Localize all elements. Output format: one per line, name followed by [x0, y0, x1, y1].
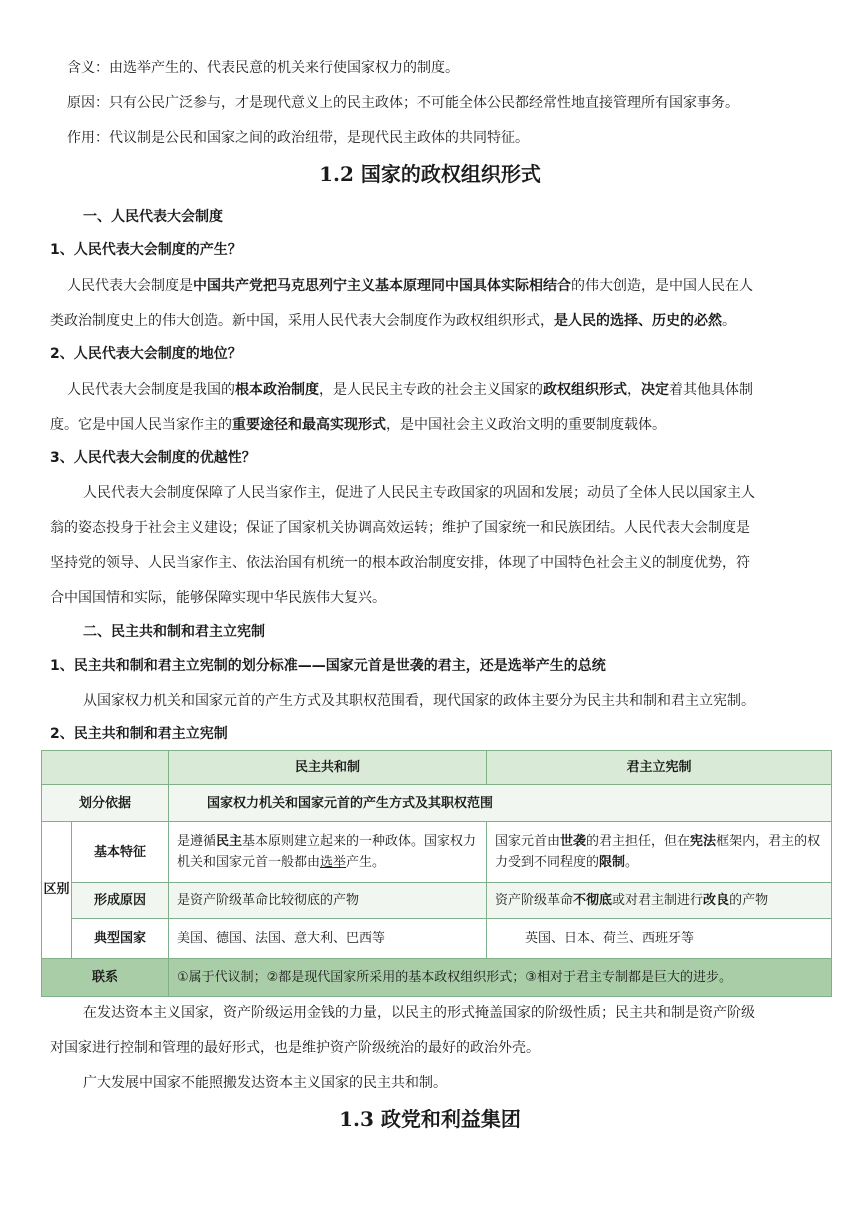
causes-monarchy — [487, 883, 832, 919]
subheading-npc: 一、人民代表大会制度 — [83, 209, 223, 225]
row-label-causes: 形成原因 — [72, 883, 169, 919]
after-table-line-1: 在发达资本主义国家，资产阶级运用金钱的力量，以民主的形式掩盖国家的阶级性质；民主共和制是资产阶级 — [83, 1005, 755, 1021]
text-span: 基本原则建立起来的一种政体。国家权力机关和国家元首一般都由 — [177, 834, 477, 870]
bold-span: 决定 — [641, 382, 669, 398]
table-row-features — [42, 822, 832, 883]
examples-monarchy: 英国、日本、荷兰、西班牙等 — [487, 919, 832, 959]
text-span: 人民代表大会制度是我国的 — [67, 382, 235, 398]
text-span: 度。它是中国人民当家作主的 — [50, 417, 232, 433]
features-monarchy — [487, 822, 832, 883]
text-span: 或对君主制进行 — [612, 893, 704, 908]
question-5: 2、民主共和制和君主立宪制 — [50, 726, 228, 742]
table-corner-cell — [42, 751, 169, 785]
function-line: 作用：代议制是公民和国家之间的政治纽带，是现代民主政体的共同特征。 — [67, 130, 529, 146]
text-span: ， — [627, 382, 641, 398]
links-value: ①属于代议制；②都是现代国家所采用的基本政权组织形式；③相对于君主专制都是巨大的进步。 — [169, 959, 832, 997]
text-span: 着其他具体制 — [669, 382, 753, 398]
reason-line: 原因：只有公民广泛参与，才是现代意义上的民主政体；不可能全体公民都经常性地直接管理所有国家事务。 — [67, 95, 739, 111]
text-span: 是遵循 — [177, 834, 217, 849]
text-span: 。 — [625, 855, 639, 870]
underlined-span: 选举 — [320, 855, 347, 870]
question-2: 2、人民代表大会制度的地位？ — [50, 346, 242, 362]
header-monarchy: 君主立宪制 — [487, 751, 832, 785]
row-label-links: 联系 — [42, 959, 169, 997]
paragraph-2-line-1 — [67, 380, 753, 400]
paragraph-1-line-2 — [50, 311, 736, 331]
row-label-features: 基本特征 — [72, 822, 169, 883]
table-row-causes — [42, 883, 832, 919]
paragraph-3-line-3: 坚持党的领导、人民当家作主、依法治国有机统一的根本政治制度安排，体现了中国特色社会主义的制度优势，符 — [50, 555, 750, 571]
bold-span: 不彻底 — [573, 893, 613, 908]
basis-value: 国家权力机关和国家元首的产生方式及其职权范围 — [169, 785, 832, 822]
paragraph-3-line-2: 翁的姿态投身于社会主义建设；保证了国家机关协调高效运转；维护了国家统一和民族团结。人民代表大会制度是 — [50, 520, 750, 536]
paragraph-4: 从国家权力机关和国家元首的产生方式及其职权范围看，现代国家的政体主要分为民主共和制和君主立宪制。 — [83, 693, 755, 709]
section-title-1-2: 1.2 国家的政权组织形式 — [319, 162, 541, 186]
bold-span: 宪法 — [690, 834, 717, 849]
text-span: ，是人民民主专政的社会主义国家的 — [319, 382, 543, 398]
bold-span: 是人民的选择、历史的必然 — [554, 313, 722, 329]
bold-span: 政权组织形式 — [543, 382, 627, 398]
paragraph-3-line-1: 人民代表大会制度保障了人民当家作主，促进了人民民主专政国家的巩固和发展；动员了全体人民以国家主人 — [83, 485, 755, 501]
bold-span: 世袭 — [560, 834, 587, 849]
table-row-examples — [42, 919, 832, 959]
text-span: ，是中国社会主义政治文明的重要制度载体。 — [386, 417, 666, 433]
text-span: 国家元首由 — [495, 834, 561, 849]
table-row-basis — [42, 785, 832, 822]
table-row-links — [42, 959, 832, 997]
bold-span: 限制 — [599, 855, 626, 870]
text-span: 的伟大创造，是中国人民在人 — [571, 278, 753, 294]
features-republic — [169, 822, 487, 883]
bold-span: 改良 — [703, 893, 730, 908]
definition-line: 含义：由选举产生的、代表民意的机关来行使国家权力的制度。 — [67, 60, 459, 76]
row-group-label-difference: 区别 — [42, 822, 72, 959]
text-span: 。 — [722, 313, 736, 329]
paragraph-1-line-1 — [67, 276, 753, 296]
bold-span: 重要途径和最高实现形式 — [232, 417, 386, 433]
bold-span: 中国共产党把马克思列宁主义基本原理同中国具体实际相结合 — [193, 278, 571, 294]
text-span: 框架内，君主的权力受到不同程度的 — [495, 834, 821, 870]
text-span: 的产物 — [729, 893, 769, 908]
comparison-table — [41, 750, 832, 997]
bold-span: 根本政治制度 — [235, 382, 319, 398]
text-span: 产生。 — [346, 855, 386, 870]
text-span: 的君主担任，但在 — [586, 834, 691, 849]
question-3: 3、人民代表大会制度的优越性？ — [50, 450, 256, 466]
subheading-republic-monarchy: 二、民主共和制和君主立宪制 — [83, 624, 265, 640]
text-span: 类政治制度史上的伟大创造。新中国，采用人民代表大会制度作为政权组织形式， — [50, 313, 554, 329]
after-table-line-3: 广大发展中国家不能照搬发达资本主义国家的民主共和制。 — [83, 1075, 447, 1091]
row-label-examples: 典型国家 — [72, 919, 169, 959]
paragraph-3-line-4: 合中国国情和实际，能够保障实现中华民族伟大复兴。 — [50, 590, 386, 606]
table-header-row — [42, 751, 832, 785]
paragraph-2-line-2 — [50, 415, 666, 435]
after-table-line-2: 对国家进行控制和管理的最好形式，也是维护资产阶级统治的最好的政治外壳。 — [50, 1040, 540, 1056]
question-1: 1、人民代表大会制度的产生？ — [50, 242, 242, 258]
row-label-basis: 划分依据 — [42, 785, 169, 822]
section-title-1-3: 1.3 政党和利益集团 — [339, 1107, 521, 1131]
text-span: 资产阶级革命 — [495, 893, 574, 908]
question-4: 1、民主共和制和君主立宪制的划分标准——国家元首是世袭的君主，还是选举产生的总统 — [50, 658, 606, 674]
examples-republic: 美国、德国、法国、意大利、巴西等 — [169, 919, 487, 959]
bold-span: 民主 — [216, 834, 243, 849]
causes-republic: 是资产阶级革命比较彻底的产物 — [169, 883, 487, 919]
text-span: 人民代表大会制度是 — [67, 278, 193, 294]
header-republic: 民主共和制 — [169, 751, 487, 785]
